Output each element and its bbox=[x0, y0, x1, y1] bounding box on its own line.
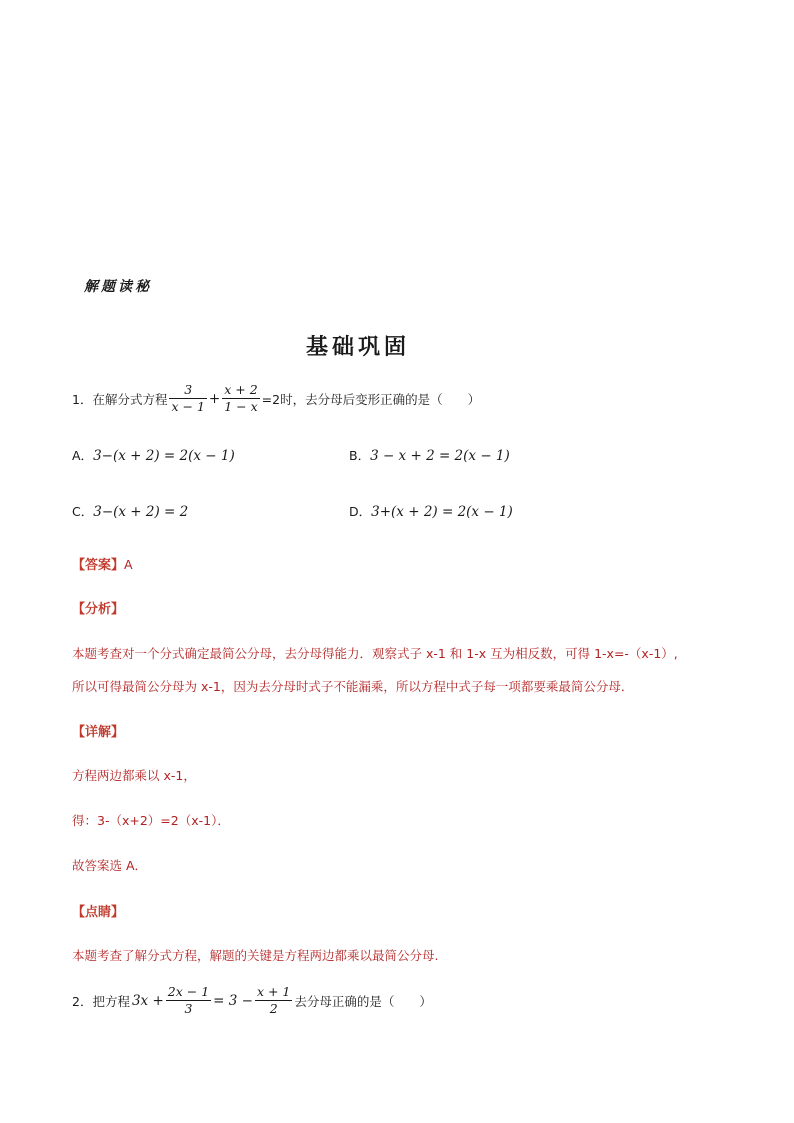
question-2 bbox=[72, 984, 432, 1017]
fraction-numerator: 2x − 1 bbox=[167, 984, 210, 999]
option-c-expression: 3−(x + 2) = 2 bbox=[93, 504, 189, 520]
comment-tag: 【点睛】 bbox=[72, 905, 125, 920]
question-1 bbox=[72, 382, 480, 415]
option-b-label: B． bbox=[349, 448, 371, 463]
option-a bbox=[72, 446, 235, 464]
comment-line-1: 本题考查了解分式方程，解题的关键是方程两边都乘以最简公分母. bbox=[72, 948, 439, 963]
detail-line-2: 得：3-（x+2）=2（x-1）． bbox=[72, 813, 230, 828]
question-1-prefix: 1．在解分式方程 bbox=[72, 391, 168, 407]
detail-tag: 【详解】 bbox=[72, 725, 125, 740]
option-b-expression: 3 − x + 2 = 2(x − 1) bbox=[370, 448, 510, 464]
option-c bbox=[72, 502, 188, 520]
fraction-numerator: x + 2 bbox=[224, 382, 258, 397]
answer-value: A bbox=[124, 557, 133, 572]
fraction-denominator: 1 − x bbox=[224, 399, 258, 414]
question-2-term: 3x + bbox=[131, 992, 164, 1009]
question-2-middle: = 3 − bbox=[213, 992, 253, 1009]
question-1-suffix: =2时，去分母后变形正确的是（ ） bbox=[261, 391, 481, 407]
analysis-line-1: 本题考查对一个分式确定最简公分母，去分母得能力．观察式子 x-1 和 1-x 互为相反数，可得 1-x=-（x-1）, bbox=[72, 646, 678, 661]
fraction-denominator: 2 bbox=[269, 1001, 278, 1016]
answer-tag: 【答案】 bbox=[72, 558, 125, 573]
option-a-label: A． bbox=[72, 448, 94, 463]
question-1-fraction-2 bbox=[222, 382, 259, 415]
question-2-fraction-2 bbox=[255, 984, 292, 1017]
question-1-fraction-1 bbox=[169, 382, 206, 415]
plus-sign: + bbox=[208, 390, 221, 407]
detail-line-3: 故答案选 A． bbox=[72, 858, 148, 873]
fraction-numerator: 3 bbox=[184, 382, 193, 397]
answer bbox=[72, 554, 133, 573]
question-2-suffix: 去分母正确的是（ ） bbox=[294, 993, 432, 1009]
option-b bbox=[349, 446, 510, 464]
fraction-numerator: x + 1 bbox=[256, 984, 291, 999]
analysis-tag: 【分析】 bbox=[72, 602, 125, 617]
fraction-denominator: x − 1 bbox=[171, 399, 205, 414]
option-c-label: C． bbox=[72, 504, 94, 519]
option-d bbox=[349, 502, 513, 520]
page-title: 基础巩固 bbox=[306, 334, 411, 360]
section-label: 解题读秘 bbox=[84, 279, 152, 295]
analysis-line-2: 所以可得最简公分母为 x-1，因为去分母时式子不能漏乘，所以方程中式子每一项都要乘最简公分母． bbox=[72, 679, 634, 694]
detail-line-1: 方程两边都乘以 x-1， bbox=[72, 768, 196, 783]
option-d-label: D． bbox=[349, 504, 372, 519]
question-2-fraction-1 bbox=[166, 984, 211, 1017]
option-a-expression: 3−(x + 2) = 2(x − 1) bbox=[93, 448, 235, 464]
fraction-denominator: 3 bbox=[184, 1001, 193, 1016]
question-2-prefix: 2．把方程 bbox=[72, 993, 130, 1009]
option-d-expression: 3+(x + 2) = 2(x − 1) bbox=[371, 504, 513, 520]
